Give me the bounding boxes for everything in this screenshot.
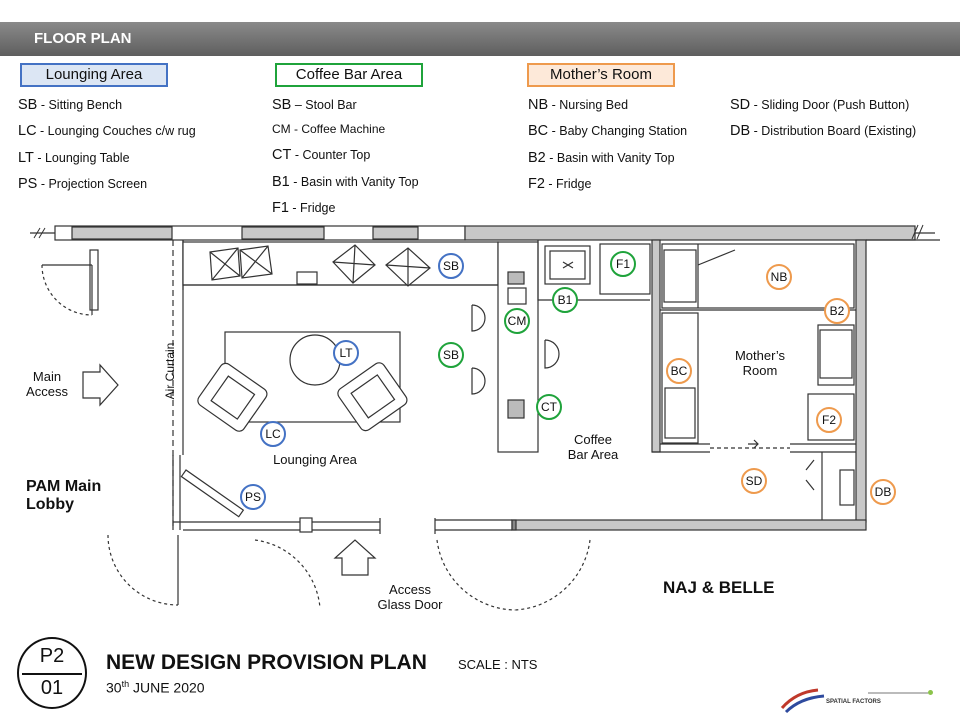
lounging-couch-left <box>196 361 270 434</box>
legend-item: SD - Sliding Door (Push Button) <box>730 97 910 113</box>
legend-item: CM - Coffee Machine <box>272 122 386 136</box>
label-main-access: Main Access <box>26 369 68 399</box>
badge-mother-f2: F2 <box>816 407 842 433</box>
legend-item: BC - Baby Changing Station <box>528 123 688 139</box>
page-title: FLOOR PLAN <box>34 30 132 47</box>
label-air-curtain: Air Curtain <box>163 342 177 400</box>
badge-coffee-f1: F1 <box>610 251 636 277</box>
badge-lounge-ps: PS <box>240 484 266 510</box>
drawing-code-top: P2 <box>39 645 65 667</box>
plan-title: NEW DESIGN PROVISION PLAN <box>106 651 427 674</box>
legend-item: LC - Lounging Couches c/w rug <box>18 123 196 139</box>
label-pam-main-lobby: PAM Main Lobby <box>26 478 102 513</box>
badge-mother-bc: BC <box>666 358 692 384</box>
drawing-code-bottom: 01 <box>40 677 64 699</box>
badge-mother-nb: NB <box>766 264 792 290</box>
badge-coffee-ct: CT <box>536 394 562 420</box>
label-coffee-bar-area: Coffee Bar Area <box>567 432 619 462</box>
legend-item: F2 - Fridge <box>528 176 592 192</box>
legend-item: LT - Lounging Table <box>18 150 130 166</box>
badge-other-sd: SD <box>741 468 767 494</box>
plan-scale: SCALE : NTS <box>458 657 538 672</box>
drawing-code-circle <box>17 637 87 709</box>
label-tenant-naj-belle: NAJ & BELLE <box>663 578 775 597</box>
badge-lounge-lc: LC <box>260 421 286 447</box>
badge-coffee-cm: CM <box>504 308 530 334</box>
label-access-glass-door: Access Glass Door <box>377 582 443 612</box>
category-mothers-room: Mother’s Room <box>527 63 675 87</box>
top-wall <box>465 226 915 240</box>
legend-item: CT - Counter Top <box>272 147 371 163</box>
projection-screen <box>181 470 243 517</box>
legend-item: B1 - Basin with Vanity Top <box>272 174 419 190</box>
window-pane <box>373 227 418 239</box>
legend-item: PS - Projection Screen <box>18 176 148 192</box>
legend-item: NB - Nursing Bed <box>528 97 629 113</box>
lounging-table <box>290 335 340 385</box>
badge-coffee-b1: B1 <box>552 287 578 313</box>
legend-item: B2 - Basin with Vanity Top <box>528 150 675 166</box>
distribution-board <box>840 470 854 505</box>
badge-mother-b2: B2 <box>824 298 850 324</box>
company-logo: SPATIAL FACTORS <box>778 686 938 714</box>
category-coffee-bar-area: Coffee Bar Area <box>275 63 423 87</box>
legend-item: SB - Sitting Bench <box>18 97 123 113</box>
access-arrow <box>335 540 375 575</box>
bottom-wall <box>512 520 866 530</box>
window-pane <box>242 227 324 239</box>
plan-date: 30th JUNE 2020 <box>106 679 205 696</box>
label-mothers-room: Mother’s Room <box>734 348 786 378</box>
badge-lounge-lt: LT <box>333 340 359 366</box>
legend-item: SB – Stool Bar <box>272 97 357 113</box>
legend-item: F1 - Fridge <box>272 200 336 216</box>
badge-other-db: DB <box>870 479 896 505</box>
label-lounging-area: Lounging Area <box>273 452 357 467</box>
window-pane <box>72 227 172 239</box>
main-access-arrow <box>83 365 118 405</box>
logo-mark-icon <box>778 686 828 714</box>
badge-coffee-sb: SB <box>438 342 464 368</box>
right-wall <box>856 240 866 522</box>
badge-lounge-sb: SB <box>438 253 464 279</box>
legend-item: DB - Distribution Board (Existing) <box>730 123 917 139</box>
category-lounging-area: Lounging Area <box>20 63 168 87</box>
